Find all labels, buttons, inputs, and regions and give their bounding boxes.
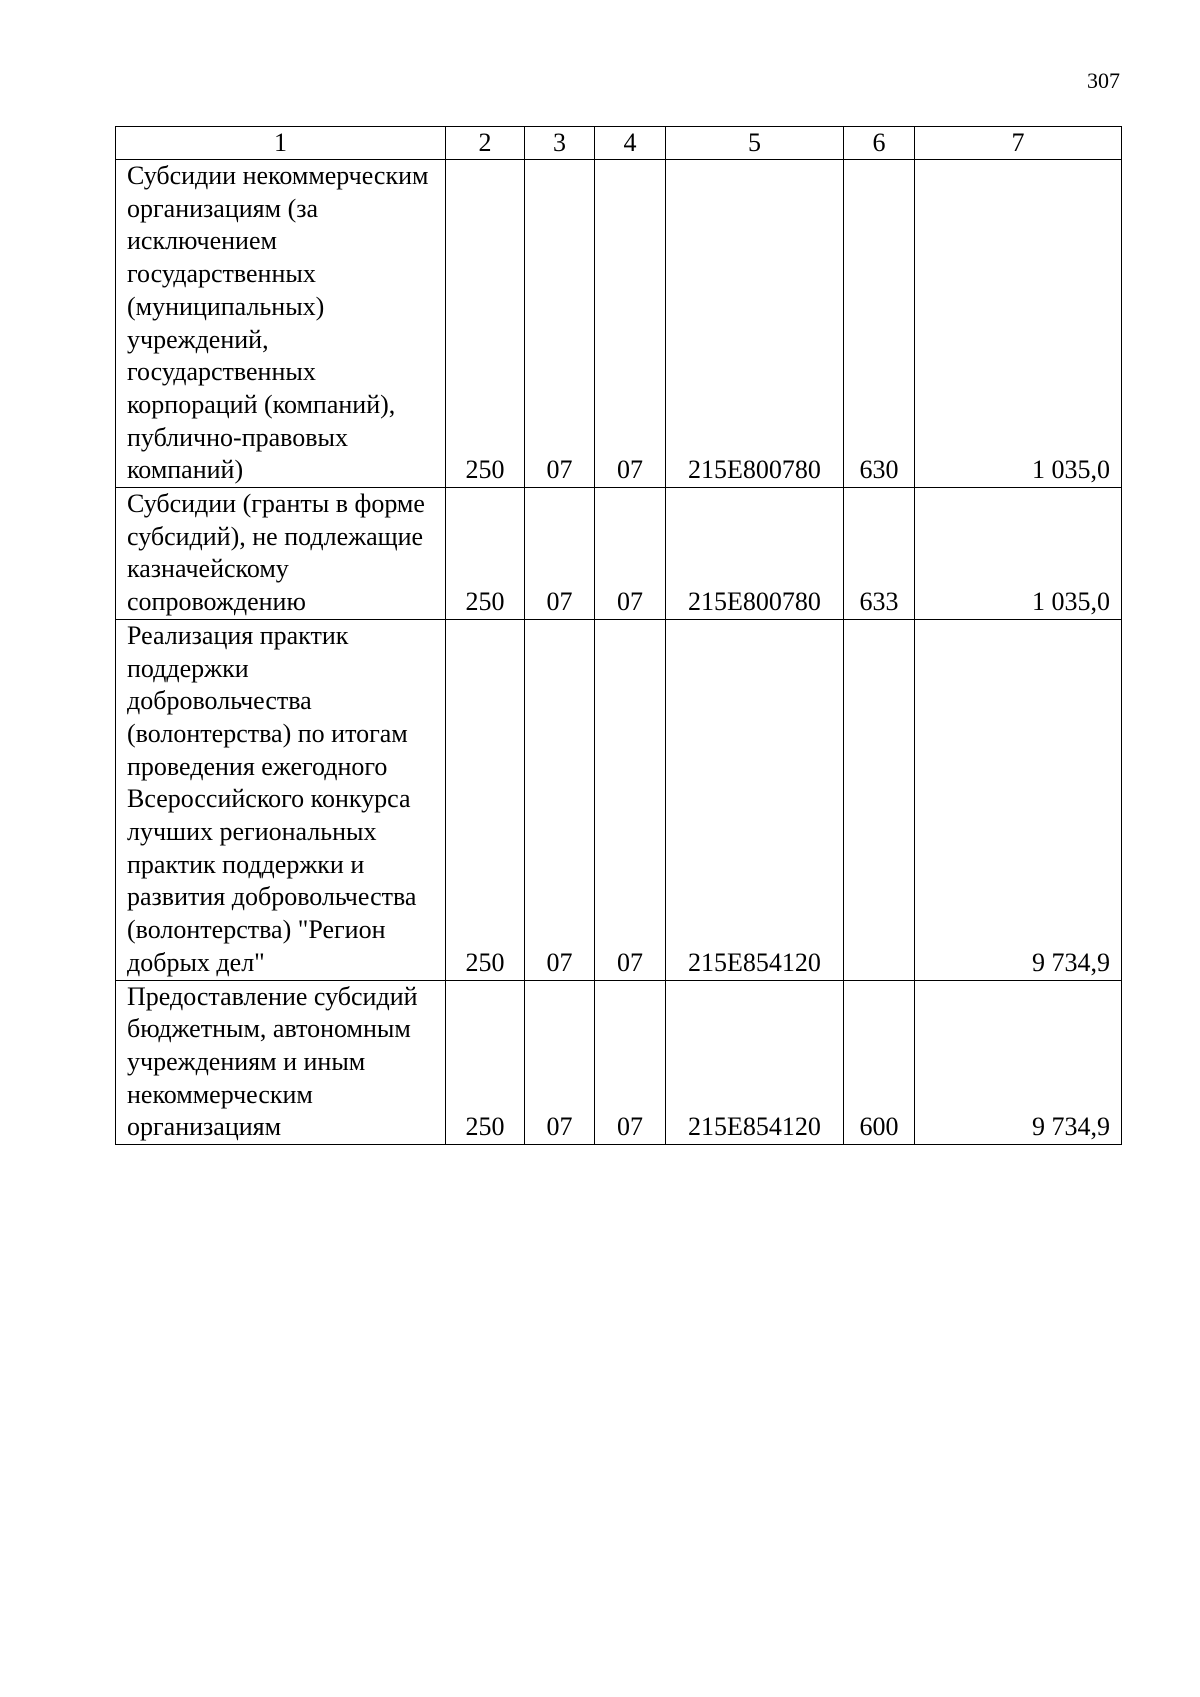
row-code-2: 250 — [446, 619, 525, 980]
header-row — [116, 127, 1122, 160]
column-header-1: 1 — [116, 127, 446, 160]
page-number: 307 — [1087, 68, 1120, 93]
row-name: Предоставление субсидий бюджетным, автономным учреждениям и иным некоммерческим организациям — [116, 980, 446, 1145]
row-code-5: 215E854120 — [666, 619, 844, 980]
row-code-4: 07 — [595, 488, 666, 620]
row-code-5: 215E800780 — [666, 160, 844, 488]
row-code-3: 07 — [525, 980, 595, 1145]
row-code-2: 250 — [446, 488, 525, 620]
budget-table — [115, 126, 1122, 1145]
row-code-6: 600 — [844, 980, 915, 1145]
row-code-3: 07 — [525, 619, 595, 980]
table-row — [116, 160, 1122, 488]
row-code-5: 215E854120 — [666, 980, 844, 1145]
row-code-4: 07 — [595, 160, 666, 488]
row-code-4: 07 — [595, 619, 666, 980]
row-code-3: 07 — [525, 488, 595, 620]
row-code-3: 07 — [525, 160, 595, 488]
row-code-6: 633 — [844, 488, 915, 620]
row-amount: 9 734,9 — [915, 980, 1122, 1145]
column-header-3: 3 — [525, 127, 595, 160]
row-name: Субсидии некоммерческим организациям (за исключением государственных (муниципальных) учреждений, государственных корпораций (компаний), публично-правовых компаний) — [116, 160, 446, 488]
row-code-6: 630 — [844, 160, 915, 488]
row-code-6 — [844, 619, 915, 980]
table-row — [116, 980, 1122, 1145]
row-name: Субсидии (гранты в форме субсидий), не подлежащие казначейскому сопровождению — [116, 488, 446, 620]
row-code-5: 215E800780 — [666, 488, 844, 620]
table-row — [116, 619, 1122, 980]
row-code-2: 250 — [446, 980, 525, 1145]
column-header-4: 4 — [595, 127, 666, 160]
row-code-2: 250 — [446, 160, 525, 488]
column-header-5: 5 — [666, 127, 844, 160]
row-name: Реализация практик поддержки добровольчества (волонтерства) по итогам проведения ежегодного Всероссийского конкурса лучших региональных практик поддержки и развития добровольчества (волонтерства) "Регион добрых дел" — [116, 619, 446, 980]
row-amount: 1 035,0 — [915, 488, 1122, 620]
table-row — [116, 488, 1122, 620]
row-code-4: 07 — [595, 980, 666, 1145]
column-header-6: 6 — [844, 127, 915, 160]
column-header-2: 2 — [446, 127, 525, 160]
row-amount: 1 035,0 — [915, 160, 1122, 488]
column-header-7: 7 — [915, 127, 1122, 160]
row-amount: 9 734,9 — [915, 619, 1122, 980]
